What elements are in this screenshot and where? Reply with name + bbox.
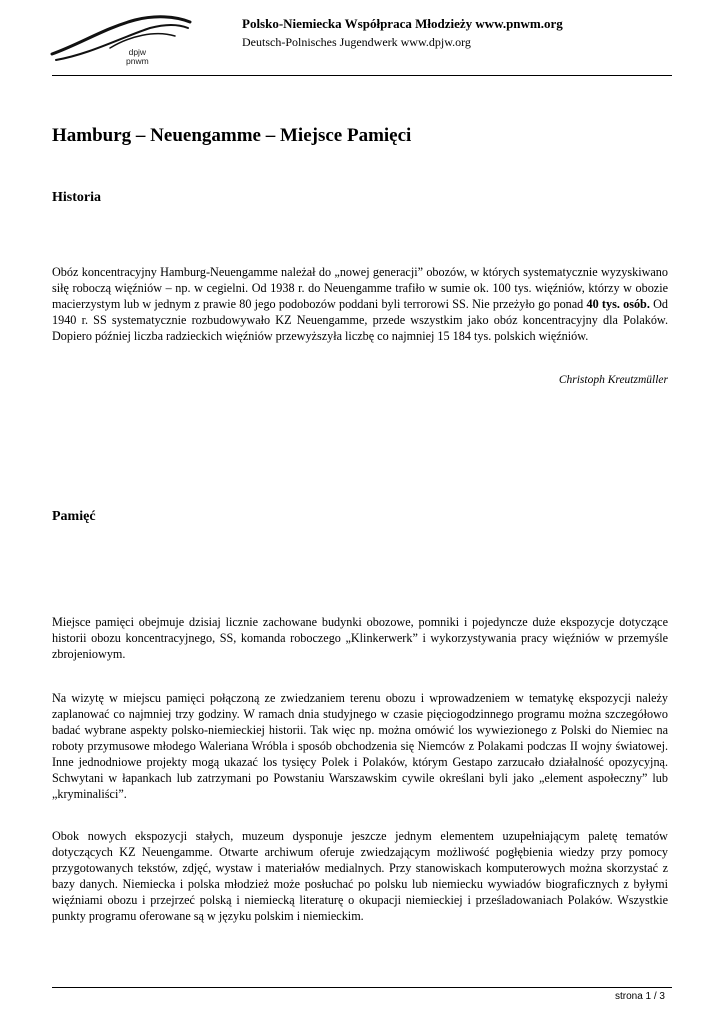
dpjw-pnwm-logo: [50, 14, 200, 70]
historia-text-1: Obóz koncentracyjny Hamburg-Neuengamme należał do „nowej generacji” obozów, w których systematycznie wyzyskiwano siłę roboczą więźniów – np. w cegielni. Od 1938 r. do Neuengamme trafiło w sumie ok. 100 tys. więźniów, którzy w obozie macierzystym lub w jednym z prawie 80 jego podobozów poddani byli terrorowi SS. Nie przeżyło go ponad: [52, 265, 668, 311]
logo-text-pnwm: pnwm: [126, 56, 149, 66]
historia-text-2: Od 1940 r. SS systematycznie rozbudowywało KZ Neuengamme, przede wszystkim jako obóz koncentracyjny dla Polaków. Dopiero później liczba radzieckich więźniów przewyższyła liczbę co najmniej 15 184 tys. polskich więźniów.: [52, 297, 669, 343]
historia-bold-figure: 40 tys. osób.: [586, 297, 650, 311]
swoosh-logo-icon: [50, 14, 200, 70]
logo-text: [126, 48, 149, 66]
pamiec-paragraph-1: Miejsce pamięci obejmuje dzisiaj licznie zachowane budynki obozowe, pomniki i pojedyncze duże ekspozycje dotyczące historii obozu koncentracyjnego, SS, komanda roboczego „Klinkerwerk” i wykorzystywania pracy więźniów w przemyśle zbrojeniowym.: [52, 615, 668, 661]
historia-paragraph: [52, 264, 668, 344]
page-number: strona 1 / 3: [614, 991, 665, 1002]
footer-divider: [52, 987, 672, 988]
page-title: Hamburg – Neuengamme – Miejsce Pamięci: [52, 125, 412, 146]
author-signature: Christoph Kreutzmüller: [558, 374, 668, 386]
header-divider: [52, 75, 672, 76]
logo-text-dpjw: dpjw: [128, 47, 147, 57]
section-heading-historia: Historia: [52, 190, 101, 205]
pamiec-paragraph-2: Na wizytę w miejscu pamięci połączoną ze zwiedzaniem terenu obozu i wprowadzeniem w tematykę ekspozycji należy zaplanować co najmniej trzy godziny. W ramach dnia studyjnego w czasie pięciogodzinnego programu można szczegółowo badać wybrane aspekty polsko-niemieckiej historii. Tak więc np. można omówić los wywiezionego z Polski do Niemiec na roboty przymusowe młodego Waleriana Wróbla i sposób obchodzenia się Niemców z Polakami podczas II wojny światowej. Inne jednodniowe projekty mogą ukazać los tysięcy Polek i Polaków, którym Gestapo zarzucało działalność opozycyjną. Schwytani w łapankach lub zatrzymani po Powstaniu Warszawskim cywile określani byli jako „element aspołeczny” lub „kryminaliści”.: [52, 691, 668, 801]
section-heading-pamiec: Pamięć: [52, 509, 96, 524]
header-pnwm-line: Polsko-Niemiecka Współpraca Młodzieży www.pnwm.org: [242, 16, 563, 31]
pamiec-paragraph-3: Obok nowych ekspozycji stałych, muzeum dysponuje jeszcze jednym elementem uzupełniającym paletę tematów dotyczących KZ Neuengamme. Otwarte archiwum oferuje zwiedzającym możliwość pogłębienia wiedzy przy pomocy przygotowanych tekstów, zdjęć, wystaw i materiałów medialnych. Przy stanowiskach komputerowych można skorzystać z bazy danych. Niemiecka i polska młodzież może posłuchać po polsku lub niemiecku wywiadów biograficznych z byłymi więźniami obozu i przejrzeć polską i niemiecką literaturę o okupacji niemieckiej i prześladowaniach Polaków. Wszystkie punkty programu oferowane są w języku polskim i niemieckim.: [52, 829, 668, 923]
header-dpjw-line: Deutsch-Polnisches Jugendwerk www.dpjw.org: [242, 35, 471, 49]
